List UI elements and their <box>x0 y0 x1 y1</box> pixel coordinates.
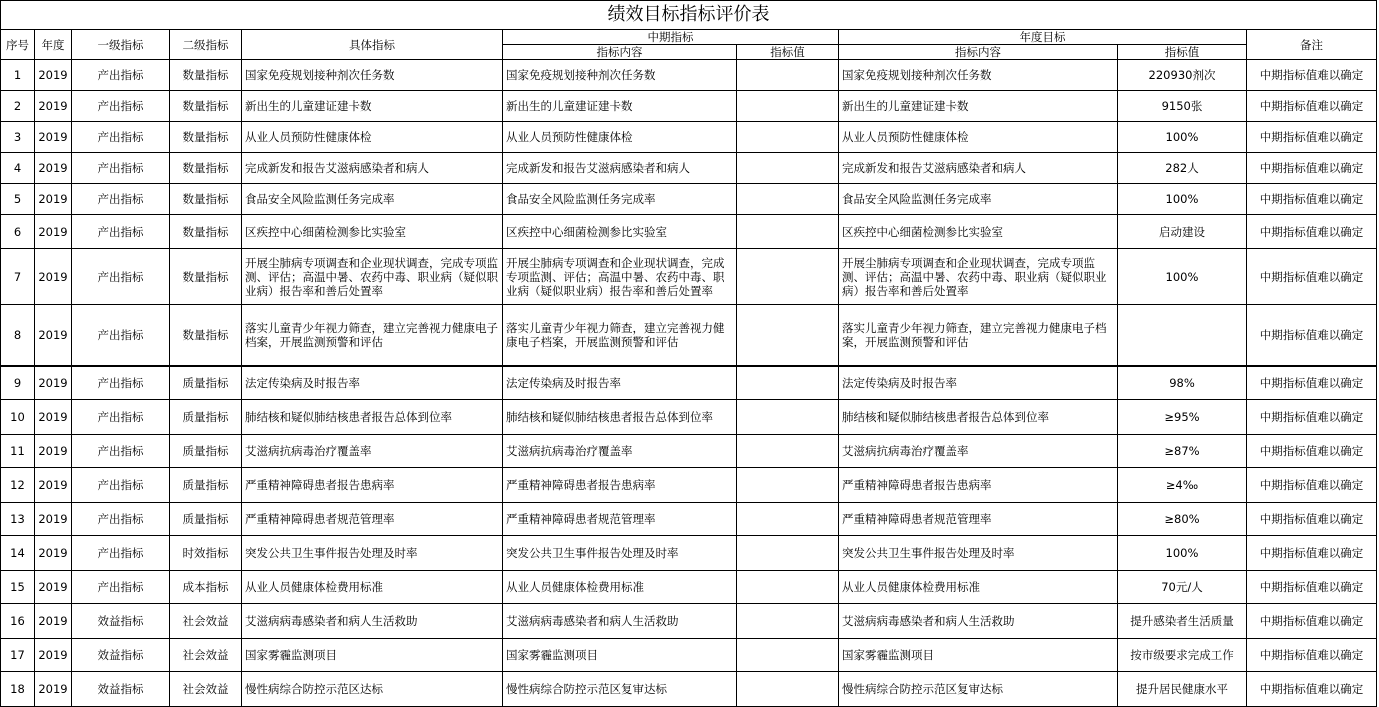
row-level2: 数量指标 <box>170 122 242 153</box>
row-level2: 数量指标 <box>170 249 242 305</box>
row-remark: 中期指标值难以确定 <box>1247 366 1377 400</box>
row-seq: 4 <box>1 153 35 184</box>
row-annual-content: 开展尘肺病专项调查和企业现状调查，完成专项监测、评估；高温中暑、农药中毒、职业病（疑似职业病）报告率和善后处置率 <box>839 249 1118 305</box>
row-detail: 国家免疫规划接种剂次任务数 <box>242 60 503 91</box>
row-mid-content: 慢性病综合防控示范区复审达标 <box>503 672 737 707</box>
row-level2: 质量指标 <box>170 503 242 536</box>
row-mid-value <box>737 249 839 305</box>
row-detail: 落实儿童青少年视力筛查，建立完善视力健康电子档案，开展监测预警和评估 <box>242 305 503 367</box>
row-mid-content: 从业人员健康体检费用标准 <box>503 571 737 604</box>
row-mid-content: 法定传染病及时报告率 <box>503 366 737 400</box>
row-remark: 中期指标值难以确定 <box>1247 672 1377 707</box>
row-seq: 16 <box>1 604 35 639</box>
row-annual-value: 启动建设 <box>1118 215 1247 249</box>
row-mid-value <box>737 468 839 503</box>
row-year: 2019 <box>35 249 72 305</box>
row-level1: 产出指标 <box>72 215 170 249</box>
row-annual-content: 严重精神障碍患者报告患病率 <box>839 468 1118 503</box>
header-detail: 具体指标 <box>242 30 503 60</box>
row-annual-value: 100% <box>1118 249 1247 305</box>
row-annual-value: 282人 <box>1118 153 1247 184</box>
row-mid-content: 区疾控中心细菌检测参比实验室 <box>503 215 737 249</box>
row-detail: 国家雾霾监测项目 <box>242 639 503 672</box>
row-annual-value: 提升感染者生活质量 <box>1118 604 1247 639</box>
row-remark: 中期指标值难以确定 <box>1247 184 1377 215</box>
row-year: 2019 <box>35 91 72 122</box>
row-detail: 严重精神障碍患者报告患病率 <box>242 468 503 503</box>
row-mid-value <box>737 215 839 249</box>
row-detail: 新出生的儿童建证建卡数 <box>242 91 503 122</box>
row-mid-content: 国家免疫规划接种剂次任务数 <box>503 60 737 91</box>
table-row <box>1 400 1377 435</box>
row-annual-value: ≥95% <box>1118 400 1247 435</box>
row-remark: 中期指标值难以确定 <box>1247 122 1377 153</box>
table-row <box>1 305 1377 367</box>
row-level1: 产出指标 <box>72 400 170 435</box>
row-mid-value <box>737 571 839 604</box>
row-seq: 17 <box>1 639 35 672</box>
row-level1: 产出指标 <box>72 91 170 122</box>
row-annual-value: ≥87% <box>1118 435 1247 468</box>
row-detail: 从业人员预防性健康体检 <box>242 122 503 153</box>
row-year: 2019 <box>35 305 72 367</box>
row-seq: 18 <box>1 672 35 707</box>
row-mid-content: 食品安全风险监测任务完成率 <box>503 184 737 215</box>
row-mid-content: 严重精神障碍患者规范管理率 <box>503 503 737 536</box>
row-annual-value <box>1118 305 1247 367</box>
row-annual-content: 从业人员预防性健康体检 <box>839 122 1118 153</box>
row-annual-content: 完成新发和报告艾滋病感染者和病人 <box>839 153 1118 184</box>
row-mid-value <box>737 672 839 707</box>
row-seq: 5 <box>1 184 35 215</box>
header-mid-value: 指标值 <box>737 45 839 60</box>
row-level2: 数量指标 <box>170 153 242 184</box>
row-mid-value <box>737 503 839 536</box>
row-remark: 中期指标值难以确定 <box>1247 639 1377 672</box>
row-mid-value <box>737 435 839 468</box>
table-row <box>1 503 1377 536</box>
table-row <box>1 672 1377 707</box>
row-mid-content: 开展尘肺病专项调查和企业现状调查，完成专项监测、评估；高温中暑、农药中毒、职业病（疑似职业病）报告率和善后处置率 <box>503 249 737 305</box>
row-level2: 社会效益 <box>170 639 242 672</box>
row-detail: 肺结核和疑似肺结核患者报告总体到位率 <box>242 400 503 435</box>
row-seq: 2 <box>1 91 35 122</box>
row-level1: 产出指标 <box>72 571 170 604</box>
row-level1: 效益指标 <box>72 639 170 672</box>
header-level1: 一级指标 <box>72 30 170 60</box>
row-detail: 艾滋病病毒感染者和病人生活救助 <box>242 604 503 639</box>
row-annual-content: 肺结核和疑似肺结核患者报告总体到位率 <box>839 400 1118 435</box>
row-mid-value <box>737 91 839 122</box>
row-annual-content: 严重精神障碍患者规范管理率 <box>839 503 1118 536</box>
row-level1: 产出指标 <box>72 122 170 153</box>
row-detail: 食品安全风险监测任务完成率 <box>242 184 503 215</box>
row-detail: 法定传染病及时报告率 <box>242 366 503 400</box>
row-level1: 产出指标 <box>72 468 170 503</box>
row-level2: 社会效益 <box>170 672 242 707</box>
header-annual-value: 指标值 <box>1118 45 1247 60</box>
row-mid-value <box>737 400 839 435</box>
row-level1: 产出指标 <box>72 305 170 367</box>
row-seq: 8 <box>1 305 35 367</box>
row-level2: 质量指标 <box>170 468 242 503</box>
row-level1: 产出指标 <box>72 435 170 468</box>
row-year: 2019 <box>35 672 72 707</box>
row-annual-content: 国家雾霾监测项目 <box>839 639 1118 672</box>
table-row <box>1 249 1377 305</box>
row-detail: 严重精神障碍患者规范管理率 <box>242 503 503 536</box>
row-seq: 10 <box>1 400 35 435</box>
row-mid-content: 落实儿童青少年视力筛查，建立完善视力健康电子档案，开展监测预警和评估 <box>503 305 737 367</box>
row-remark: 中期指标值难以确定 <box>1247 571 1377 604</box>
row-year: 2019 <box>35 468 72 503</box>
row-year: 2019 <box>35 366 72 400</box>
row-annual-value: 70元/人 <box>1118 571 1247 604</box>
row-level1: 产出指标 <box>72 60 170 91</box>
row-remark: 中期指标值难以确定 <box>1247 91 1377 122</box>
row-level2: 数量指标 <box>170 305 242 367</box>
row-year: 2019 <box>35 184 72 215</box>
row-level1: 产出指标 <box>72 536 170 571</box>
row-remark: 中期指标值难以确定 <box>1247 536 1377 571</box>
row-level2: 社会效益 <box>170 604 242 639</box>
row-year: 2019 <box>35 604 72 639</box>
row-remark: 中期指标值难以确定 <box>1247 305 1377 367</box>
row-mid-content: 肺结核和疑似肺结核患者报告总体到位率 <box>503 400 737 435</box>
row-mid-content: 艾滋病抗病毒治疗覆盖率 <box>503 435 737 468</box>
row-level2: 质量指标 <box>170 366 242 400</box>
row-remark: 中期指标值难以确定 <box>1247 60 1377 91</box>
row-annual-value: ≥80% <box>1118 503 1247 536</box>
row-annual-content: 艾滋病病毒感染者和病人生活救助 <box>839 604 1118 639</box>
row-year: 2019 <box>35 639 72 672</box>
row-annual-content: 法定传染病及时报告率 <box>839 366 1118 400</box>
row-annual-value: 220930剂次 <box>1118 60 1247 91</box>
row-level1: 产出指标 <box>72 249 170 305</box>
row-mid-content: 从业人员预防性健康体检 <box>503 122 737 153</box>
row-level2: 质量指标 <box>170 400 242 435</box>
row-annual-content: 区疾控中心细菌检测参比实验室 <box>839 215 1118 249</box>
row-annual-content: 慢性病综合防控示范区复审达标 <box>839 672 1118 707</box>
row-detail: 从业人员健康体检费用标准 <box>242 571 503 604</box>
row-mid-value <box>737 536 839 571</box>
row-detail: 区疾控中心细菌检测参比实验室 <box>242 215 503 249</box>
row-seq: 7 <box>1 249 35 305</box>
row-seq: 15 <box>1 571 35 604</box>
row-annual-value: 按市级要求完成工作 <box>1118 639 1247 672</box>
row-detail: 开展尘肺病专项调查和企业现状调查，完成专项监测、评估；高温中暑、农药中毒、职业病（疑似职业病）报告率和善后处置率 <box>242 249 503 305</box>
row-year: 2019 <box>35 435 72 468</box>
row-detail: 慢性病综合防控示范区达标 <box>242 672 503 707</box>
header-annual-content: 指标内容 <box>839 45 1118 60</box>
row-annual-content: 落实儿童青少年视力筛查，建立完善视力健康电子档案，开展监测预警和评估 <box>839 305 1118 367</box>
row-mid-content: 严重精神障碍患者报告患病率 <box>503 468 737 503</box>
row-annual-value: 提升居民健康水平 <box>1118 672 1247 707</box>
row-annual-value: 100% <box>1118 184 1247 215</box>
row-level1: 效益指标 <box>72 672 170 707</box>
table-row <box>1 468 1377 503</box>
row-mid-content: 国家雾霾监测项目 <box>503 639 737 672</box>
table-row <box>1 604 1377 639</box>
table-row <box>1 122 1377 153</box>
header-seq: 序号 <box>1 30 35 60</box>
row-mid-content: 艾滋病病毒感染者和病人生活救助 <box>503 604 737 639</box>
table-row <box>1 536 1377 571</box>
table-row <box>1 60 1377 91</box>
row-remark: 中期指标值难以确定 <box>1247 604 1377 639</box>
row-mid-value <box>737 60 839 91</box>
row-remark: 中期指标值难以确定 <box>1247 400 1377 435</box>
row-level1: 效益指标 <box>72 604 170 639</box>
row-annual-value: ≥4‰ <box>1118 468 1247 503</box>
row-mid-content: 新出生的儿童建证建卡数 <box>503 91 737 122</box>
header-year: 年度 <box>35 30 72 60</box>
row-year: 2019 <box>35 536 72 571</box>
row-annual-content: 新出生的儿童建证建卡数 <box>839 91 1118 122</box>
row-seq: 14 <box>1 536 35 571</box>
row-seq: 9 <box>1 366 35 400</box>
header-annual: 年度目标 <box>839 30 1247 45</box>
row-detail: 艾滋病抗病毒治疗覆盖率 <box>242 435 503 468</box>
table-row <box>1 184 1377 215</box>
row-mid-value <box>737 639 839 672</box>
row-year: 2019 <box>35 60 72 91</box>
row-remark: 中期指标值难以确定 <box>1247 468 1377 503</box>
row-seq: 11 <box>1 435 35 468</box>
table-row <box>1 571 1377 604</box>
row-seq: 13 <box>1 503 35 536</box>
row-mid-value <box>737 604 839 639</box>
row-level2: 数量指标 <box>170 215 242 249</box>
row-annual-value: 9150张 <box>1118 91 1247 122</box>
row-detail: 完成新发和报告艾滋病感染者和病人 <box>242 153 503 184</box>
row-level2: 数量指标 <box>170 60 242 91</box>
row-mid-content: 完成新发和报告艾滋病感染者和病人 <box>503 153 737 184</box>
row-year: 2019 <box>35 400 72 435</box>
row-mid-content: 突发公共卫生事件报告处理及时率 <box>503 536 737 571</box>
row-annual-content: 食品安全风险监测任务完成率 <box>839 184 1118 215</box>
row-annual-value: 100% <box>1118 536 1247 571</box>
row-year: 2019 <box>35 153 72 184</box>
row-year: 2019 <box>35 571 72 604</box>
table-row <box>1 153 1377 184</box>
row-mid-value <box>737 153 839 184</box>
table-row <box>1 639 1377 672</box>
header-mid-content: 指标内容 <box>503 45 737 60</box>
table-title: 绩效目标指标评价表 <box>1 1 1377 30</box>
row-year: 2019 <box>35 215 72 249</box>
row-year: 2019 <box>35 122 72 153</box>
table-row <box>1 215 1377 249</box>
row-seq: 12 <box>1 468 35 503</box>
header-remark: 备注 <box>1247 30 1377 60</box>
row-mid-value <box>737 366 839 400</box>
row-level1: 产出指标 <box>72 153 170 184</box>
row-seq: 3 <box>1 122 35 153</box>
row-annual-value: 98% <box>1118 366 1247 400</box>
row-level2: 数量指标 <box>170 91 242 122</box>
row-level2: 质量指标 <box>170 435 242 468</box>
row-annual-content: 从业人员健康体检费用标准 <box>839 571 1118 604</box>
row-seq: 1 <box>1 60 35 91</box>
row-level1: 产出指标 <box>72 184 170 215</box>
row-annual-content: 国家免疫规划接种剂次任务数 <box>839 60 1118 91</box>
row-seq: 6 <box>1 215 35 249</box>
row-mid-value <box>737 305 839 367</box>
header-level2: 二级指标 <box>170 30 242 60</box>
table-row <box>1 435 1377 468</box>
table-row <box>1 91 1377 122</box>
row-level2: 时效指标 <box>170 536 242 571</box>
row-remark: 中期指标值难以确定 <box>1247 503 1377 536</box>
row-level2: 成本指标 <box>170 571 242 604</box>
row-remark: 中期指标值难以确定 <box>1247 249 1377 305</box>
row-detail: 突发公共卫生事件报告处理及时率 <box>242 536 503 571</box>
header-mid-term: 中期指标 <box>503 30 839 45</box>
row-remark: 中期指标值难以确定 <box>1247 435 1377 468</box>
row-level1: 产出指标 <box>72 503 170 536</box>
row-level2: 数量指标 <box>170 184 242 215</box>
row-mid-value <box>737 122 839 153</box>
row-annual-content: 突发公共卫生事件报告处理及时率 <box>839 536 1118 571</box>
table-row <box>1 366 1377 400</box>
row-mid-value <box>737 184 839 215</box>
row-annual-value: 100% <box>1118 122 1247 153</box>
row-remark: 中期指标值难以确定 <box>1247 153 1377 184</box>
row-year: 2019 <box>35 503 72 536</box>
row-annual-content: 艾滋病抗病毒治疗覆盖率 <box>839 435 1118 468</box>
row-remark: 中期指标值难以确定 <box>1247 215 1377 249</box>
row-level1: 产出指标 <box>72 366 170 400</box>
